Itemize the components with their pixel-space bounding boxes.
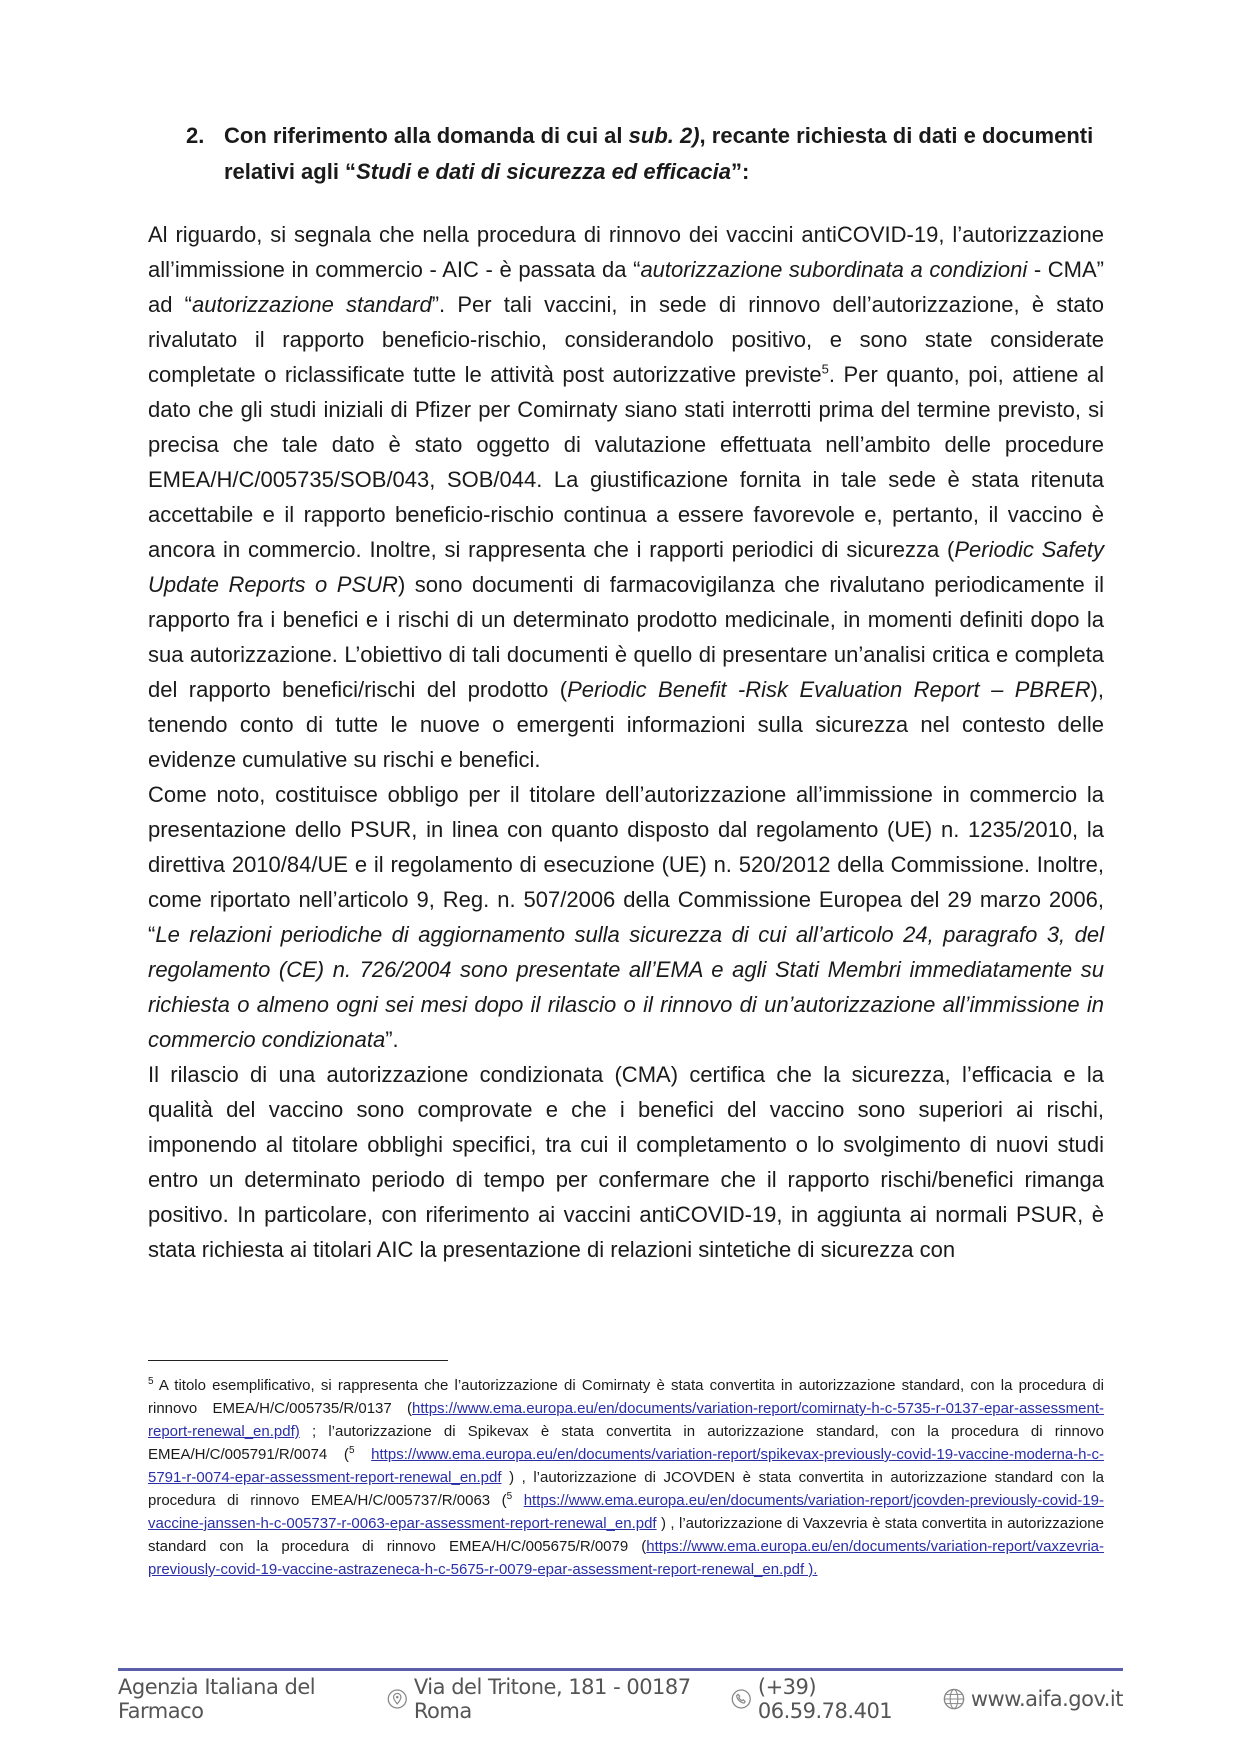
page-footer (118, 1675, 1123, 1723)
footnote-link-comirnaty[interactable]: https://www.ema.europa.eu/en/documents/variation-report/comirnaty-h-c-5735-r-0137-epar-assessment-report-renewal_en.pdf) (148, 1400, 1104, 1440)
footnote-text: ) , l’autorizzazione di JCOVDEN è stata convertita in autorizzazione standard con la procedura di rinnovo EMEA/H/C/005737/R/0063 ( (148, 1469, 1104, 1509)
heading-italic: Studi e dati di sicurezza ed efficacia (356, 159, 732, 184)
italic-run: Periodic Benefit -Risk Evaluation Report – PBRER (567, 677, 1091, 702)
heading-part: Con riferimento alla domanda di cui al (224, 123, 629, 148)
footnote-text: ; l’autorizzazione di Spikevax è stata convertita in autorizzazione standard, con la procedura di rinnovo EMEA/H/C/005791/R/0074 ( (148, 1423, 1104, 1463)
paragraph-3: Il rilascio di una autorizzazione condizionata (CMA) certifica che la sicurezza, l’efficacia e la qualità del vaccino sono comprovate e che i benefici del vaccino sono superiori ai rischi, imponendo al titolare obblighi specifici, tra cui il completamento o lo svolgimento di nuovi studi entro un determinato periodo di tempo per confermare che il rapporto rischi/benefici rimanga positivo. In particolare, con riferimento ai vaccini antiCOVID-19, in aggiunta ai normali PSUR, è stata richiesta ai titolari AIC la presentazione di relazioni sintetiche di sicurezza con (148, 1062, 1104, 1262)
heading-part: , recante richiesta di dati e documenti relativi agli “ (224, 123, 1094, 184)
footer-web-text[interactable]: www.aifa.gov.it (970, 1687, 1123, 1711)
text-run: ) sono documenti di farmacovigilanza che rivalutano periodicamente il rapporto fra i benefici e i rischi di un determinato prodotto medicinale, in momenti definiti dopo la sua autorizzazione. L’obiettivo di tali documenti è quello di presentare un’analisi critica e completa del rapporto benefici/rischi del prodotto ( (148, 572, 1104, 702)
footnote-number: 5 (348, 1445, 355, 1456)
footer-org (118, 1675, 387, 1723)
text-run: ”. Per tali vaccini, in sede di rinnovo dell’autorizzazione, è stato rivalutato il rapporto beneficio-rischio, considerandolo positivo, e sono state considerate completate o riclassificate tutte le attività post autorizzative previste (148, 292, 1104, 387)
footer-address (387, 1675, 731, 1723)
heading-part: ”: (731, 159, 750, 184)
heading-text (224, 118, 1104, 190)
text-run: Come noto, costituisce obbligo per il titolare dell’autorizzazione all’immissione in commercio la presentazione dello PSUR, in linea con quanto disposto dal regolamento (UE) n. 1235/2010, la direttiva 2010/84/UE e il regolamento di esecuzione (UE) n. 520/2012 della Commissione. Inoltre, come riportato nell’articolo 9, Reg. n. 507/2006 della Commissione Europea del 29 marzo 2006, “ (148, 782, 1104, 947)
footer-org-text: Agenzia Italiana del Farmaco (118, 1675, 316, 1723)
text-run: Al riguardo, si segnala che nella procedura di rinnovo dei vaccini antiCOVID-19, l’autorizzazione all’immissione in commercio - AIC - è passata da “ (148, 222, 1104, 282)
paragraph-2 (148, 777, 1104, 1057)
heading-italic: sub. 2) (628, 123, 700, 148)
italic-run: Le relazioni periodiche di aggiornamento sulla sicurezza di cui all’articolo 24, paragrafo 3, del regolamento (CE) n. 726/2004 sono presentate all’EMA e agli Stati Membri immediatamente su richiesta o almeno ogni sei mesi dopo il rilascio o il rinnovo di un’autorizzazione all’immissione in commercio condizionata (148, 922, 1104, 1052)
text-run: ”. (385, 1027, 399, 1052)
footer-divider (118, 1668, 1123, 1671)
footnote-divider (148, 1360, 448, 1361)
text-run: ), tenendo conto di tutte le nuove o emergenti informazioni sulla sicurezza nel contesto delle evidenze cumulative su rischi e benefici. (148, 677, 1104, 772)
section-heading (186, 118, 1104, 190)
footer-phone (731, 1675, 942, 1723)
footer-phone-text: (+39) 06.59.78.401 (757, 1675, 893, 1723)
footnote-number: 5 (148, 1376, 154, 1387)
footnote-number: 5 (506, 1491, 513, 1502)
footnote-5 (148, 1374, 1104, 1581)
location-pin-icon (387, 1688, 408, 1710)
footer-address-text: Via del Tritone, 181 - 00187 Roma (413, 1675, 691, 1723)
footer-web (943, 1687, 1123, 1711)
footnote-text: A titolo esemplificativo, si rappresenta che l’autorizzazione di Comirnaty è stata convertita in autorizzazione standard, con la procedura di rinnovo EMEA/H/C/005735/R/0137 ( (148, 1377, 1104, 1417)
footnote-text: ) , l’autorizzazione di Vaxzevria è stata convertita in autorizzazione standard con la procedura di rinnovo EMEA/H/C/005675/R/0079 ( (148, 1515, 1104, 1555)
footnote-link-jcovden[interactable]: https://www.ema.europa.eu/en/documents/variation-report/jcovden-previously-covid-19-vaccine-janssen-h-c-005737-r-0063-epar-assessment-report-renewal_en.pdf (148, 1492, 1104, 1532)
phone-icon (731, 1688, 751, 1710)
italic-run: autorizzazione standard (192, 292, 432, 317)
body-text (148, 217, 1104, 1267)
text-run: - CMA” ad “ (148, 257, 1105, 317)
footnote-link-spikevax[interactable]: https://www.ema.europa.eu/en/documents/variation-report/spikevax-previously-covid-19-vaccine-moderna-h-c-5791-r-0074-epar-assessment-report-renewal_en.pdf (148, 1446, 1104, 1486)
globe-icon (943, 1688, 965, 1710)
paragraph-1 (148, 217, 1104, 777)
footnote-ref[interactable]: 5 (821, 361, 829, 377)
italic-run: autorizzazione subordinata a condizioni (640, 257, 1028, 282)
text-run: . Per quanto, poi, attiene al dato che gli studi iniziali di Pfizer per Comirnaty siano stati interrotti prima del termine previsto, si precisa che tale dato è stato oggetto di valutazione effettuata nell’ambito delle procedure EMEA/H/C/005735/SOB/043, SOB/044. La giustificazione fornita in tale sede è stata ritenuta accettabile e il rapporto beneficio-rischio continua a essere favorevole e, pertanto, il vaccino è ancora in commercio. Inoltre, si rappresenta che i rapporti periodici di sicurezza ( (148, 362, 1104, 562)
footnote-link-vaxzevria[interactable]: https://www.ema.europa.eu/en/documents/variation-report/vaxzevria-previously-covid-19-vaccine-astrazeneca-h-c-5675-r-0079-epar-assessment-report-renewal_en.pdf ). (148, 1538, 1104, 1578)
heading-number: 2. (186, 123, 205, 148)
italic-run: Periodic Safety Update Reports o PSUR (148, 537, 1104, 597)
